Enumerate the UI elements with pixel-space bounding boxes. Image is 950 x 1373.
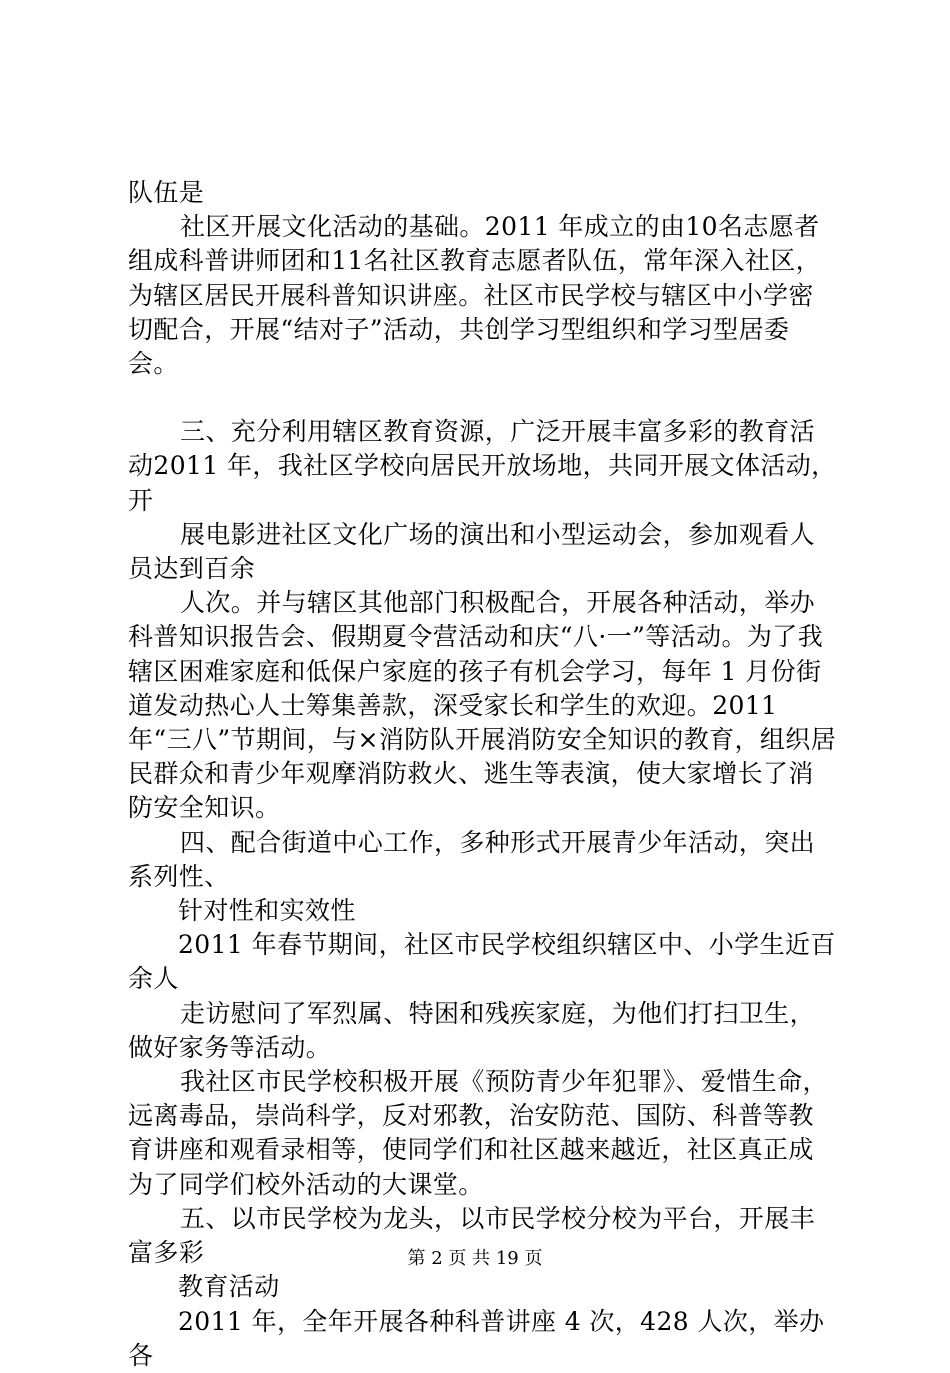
paragraph: 2011 年，全年开展各种科普讲座 4 次，428 人次，举办各	[128, 1306, 825, 1370]
paragraph: 社区开展文化活动的基础。2011 年成立的由10名志愿者组成科普讲师团和11名社区教育志愿者队伍，常年深入社区，为辖区居民开展科普知识讲座。社区市民学校与辖区中小学密切配合，开展“结对子”活动，共创学习型组织和学习型居委会。	[128, 212, 822, 379]
document-body	[128, 176, 838, 1373]
paragraph: 针对性和实效性	[178, 896, 356, 926]
paragraph: 2011 年春节期间，社区市民学校组织辖区中、小学生近百余人	[128, 930, 836, 994]
paragraph: 队伍是	[128, 178, 205, 207]
paragraph: 走访慰问了军烈属、特困和残疾家庭，为他们打扫卫生，做好家务等活动。	[128, 998, 816, 1062]
paragraph: 展电影进社区文化广场的演出和小型运动会，参加观看人员达到百余	[128, 519, 816, 584]
paragraph: 五、以市民学校为龙头，以市民学校分校为平台，开展丰富多彩	[128, 1203, 816, 1268]
page-footer: 第 2 页 共 19 页	[407, 1248, 543, 1269]
paragraph: 我社区市民学校积极开展《预防青少年犯罪》、爱惜生命，远离毒品，崇尚科学，反对邪教，治安防范、国防、科普等教育讲座和观看录相等，使同学们和社区越来越近，社区真正成为了同学们校外活动的大课堂。	[128, 1067, 828, 1199]
paragraph: 教育活动	[178, 1272, 280, 1302]
paragraph: 三、充分利用辖区教育资源，广泛开展丰富多彩的教育活动2011 年，我社区学校向居民开放场地，共同开展文体活动，开	[128, 417, 837, 515]
paragraph: 人次。并与辖区其他部门积极配合，开展各种活动，举办科普知识报告会、假期夏令营活动和庆“八·一”等活动。为了我辖区困难家庭和低保户家庭的孩子有机会学习，每年 1 月份街道发动热心人士筹集善款，深受家长和学生的欢迎。2011 年“三八”节期间，与×消防队开展消防安全知识的教育，组织居民群众和青少年观摩消防救火、逃生等表演，使大家增长了消防安全知识。	[128, 588, 837, 823]
paragraph: 四、配合街道中心工作，多种形式开展青少年活动，突出系列性、	[128, 827, 816, 891]
paragraph-gap	[128, 381, 838, 415]
